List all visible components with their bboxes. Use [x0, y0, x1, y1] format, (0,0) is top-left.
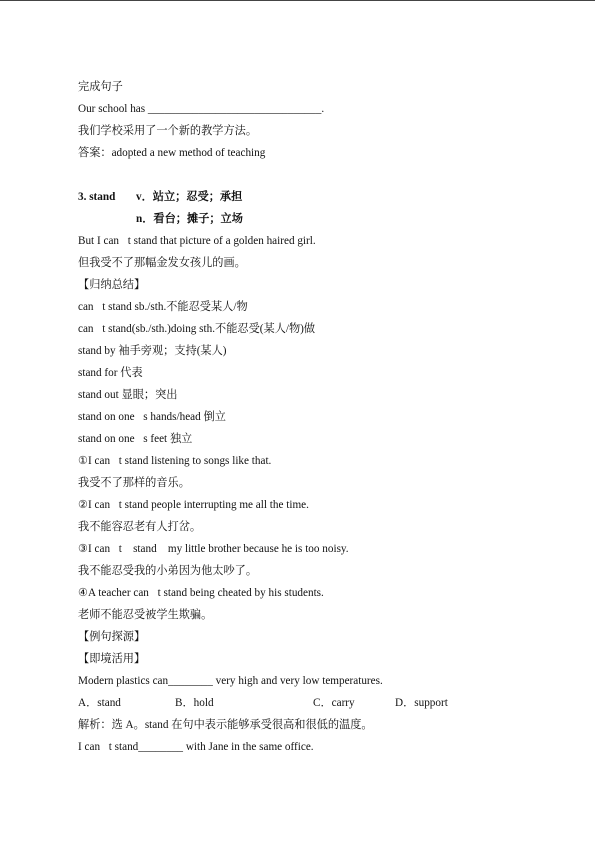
phrase-item: stand out 显眼；突出: [78, 389, 178, 401]
practice-heading: 【即境活用】: [78, 653, 146, 665]
section-title: 完成句子: [78, 81, 123, 93]
phrase-item: can t stand(sb./sth.)doing sth.不能忍受(某人/物)做  : [78, 323, 333, 335]
numbered-example-zh: 我不能忍受我的小弟因为他太吵了。: [78, 565, 258, 577]
entry-heading: [78, 186, 558, 208]
phrase-item: stand for 代表: [78, 367, 143, 379]
numbered-example-en: ③I can t stand my little brother because he is too noisy.: [78, 543, 349, 555]
summary-heading: 【归纳总结】: [78, 279, 146, 291]
phrase-item: stand on one s feet 独立: [78, 433, 193, 445]
explanation-line: 解析：选 A。stand 在句中表示能够承受很高和很低的温度。: [78, 719, 373, 731]
numbered-example-zh: 老师不能忍受被学生欺骗。: [78, 609, 213, 621]
sentence-translation: 我们学校采用了一个新的教学方法。: [78, 125, 258, 137]
question-two: I can t stand________ with Jane in the same office.: [78, 741, 314, 753]
phrase-item: stand on one s hands/head 倒立: [78, 411, 226, 423]
top-border-rule: [0, 0, 595, 1]
option-c: C．carry: [313, 697, 355, 709]
option-a: A．stand: [78, 697, 121, 709]
numbered-example-en: ②I can t stand people interrupting me all the time.: [78, 499, 309, 511]
question-one: Modern plastics can________ very high and very low temperatures.: [78, 675, 383, 687]
phrase-item: stand by 袖手旁观；支持(某人): [78, 345, 227, 357]
document-page: [78, 76, 558, 758]
answer-options: [78, 692, 558, 714]
numbered-example-en: ①I can t stand listening to songs like that.: [78, 455, 272, 467]
option-d: D．support: [395, 697, 448, 709]
source-heading: 【例句探源】: [78, 631, 146, 643]
numbered-example-en: ④A teacher can t stand being cheated by his students.: [78, 587, 324, 599]
entry-headword: 3. stand: [78, 191, 116, 203]
phrase-item: can t stand sb./sth.不能忍受某人/物: [78, 301, 248, 313]
fill-blank-sentence: Our school has _______________________________.: [78, 103, 325, 115]
entry-sense-verb: v．站立；忍受；承担: [136, 191, 243, 203]
numbered-example-zh: 我不能容忍老有人打岔。: [78, 521, 202, 533]
example-chinese: 但我受不了那幅金发女孩儿的画。: [78, 257, 246, 269]
numbered-example-zh: 我受不了那样的音乐。: [78, 477, 190, 489]
option-b: B．hold: [175, 697, 214, 709]
example-english: But I can t stand that picture of a golden haired girl.: [78, 235, 316, 247]
spacer: [78, 164, 558, 186]
answer-line: 答案：adopted a new method of teaching: [78, 147, 266, 159]
entry-sense-noun: n．看台；摊子；立场: [136, 213, 243, 225]
